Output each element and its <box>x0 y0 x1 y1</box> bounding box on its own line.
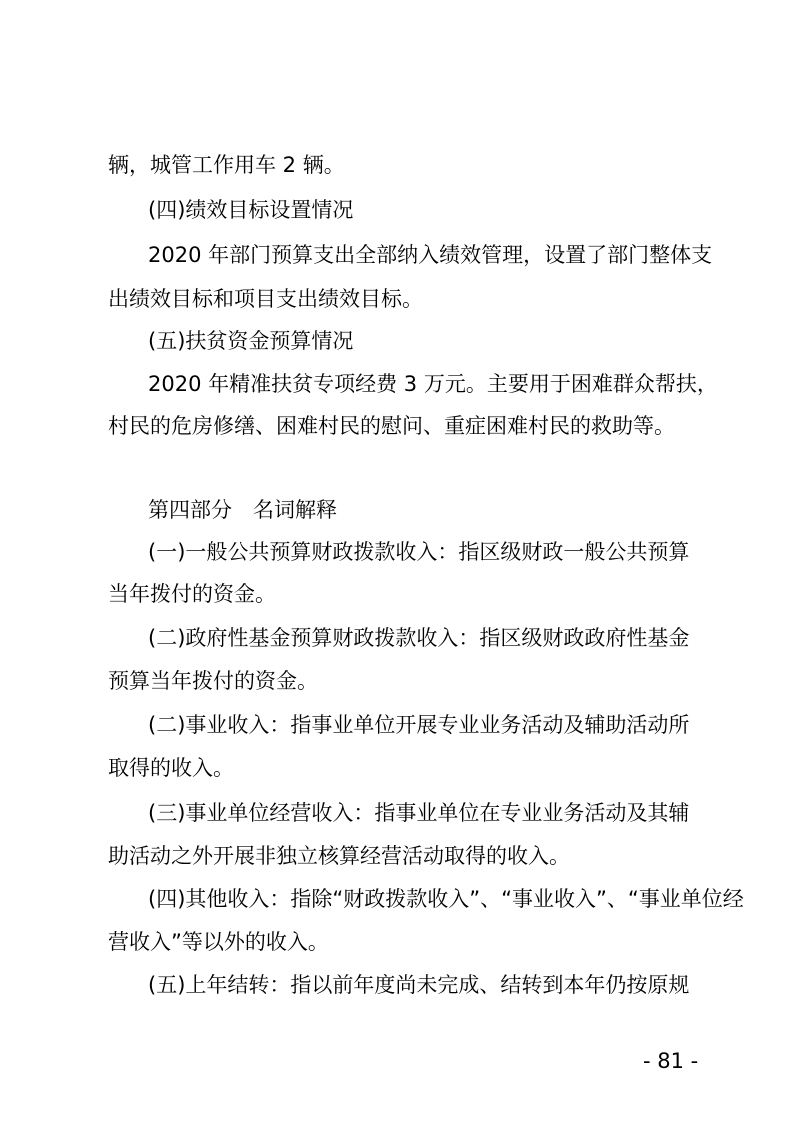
paragraph-line: 营收入”等以外的收入。 <box>108 930 329 954</box>
paragraph-line: (四)其他收入：指除“财政拨款收入”、“事业收入”、“事业单位经 <box>148 887 744 911</box>
paragraph-line: 当年拨付的资金。 <box>108 582 276 606</box>
paragraph-line: 2020 年精准扶贫专项经费 3 万元。主要用于困难群众帮扶， <box>148 372 718 396</box>
paragraph-line: (五)上年结转：指以前年度尚未完成、结转到本年仍按原规 <box>148 973 690 997</box>
part-heading-glossary: 第四部分 名词解释 <box>148 498 337 522</box>
paragraph-line: (二)政府性基金预算财政拨款收入：指区级财政政府性基金 <box>148 626 690 650</box>
paragraph-line: 取得的收入。 <box>108 756 234 780</box>
paragraph-line: 出绩效目标和项目支出绩效目标。 <box>108 287 423 311</box>
page-number: - 81 - <box>643 1049 699 1073</box>
section-heading-performance-goals: (四)绩效目标设置情况 <box>148 198 354 222</box>
paragraph-line: (三)事业单位经营收入：指事业单位在专业业务活动及其辅 <box>148 801 690 825</box>
paragraph-line: (一)一般公共预算财政拨款收入：指区级财政一般公共预算 <box>148 540 690 564</box>
section-heading-poverty-funds: (五)扶贫资金预算情况 <box>148 329 354 353</box>
paragraph-line: 预算当年拨付的资金。 <box>108 669 318 693</box>
paragraph-line: 辆，城管工作用车 2 辆。 <box>108 153 345 177</box>
paragraph-line: (二)事业收入：指事业单位开展专业业务活动及辅助活动所 <box>148 713 690 737</box>
paragraph-line: 2020 年部门预算支出全部纳入绩效管理，设置了部门整体支 <box>148 243 713 267</box>
paragraph-line: 助活动之外开展非独立核算经营活动取得的收入。 <box>108 844 570 868</box>
paragraph-line: 村民的危房修缮、困难村民的慰问、重症困难村民的救助等。 <box>108 414 675 438</box>
